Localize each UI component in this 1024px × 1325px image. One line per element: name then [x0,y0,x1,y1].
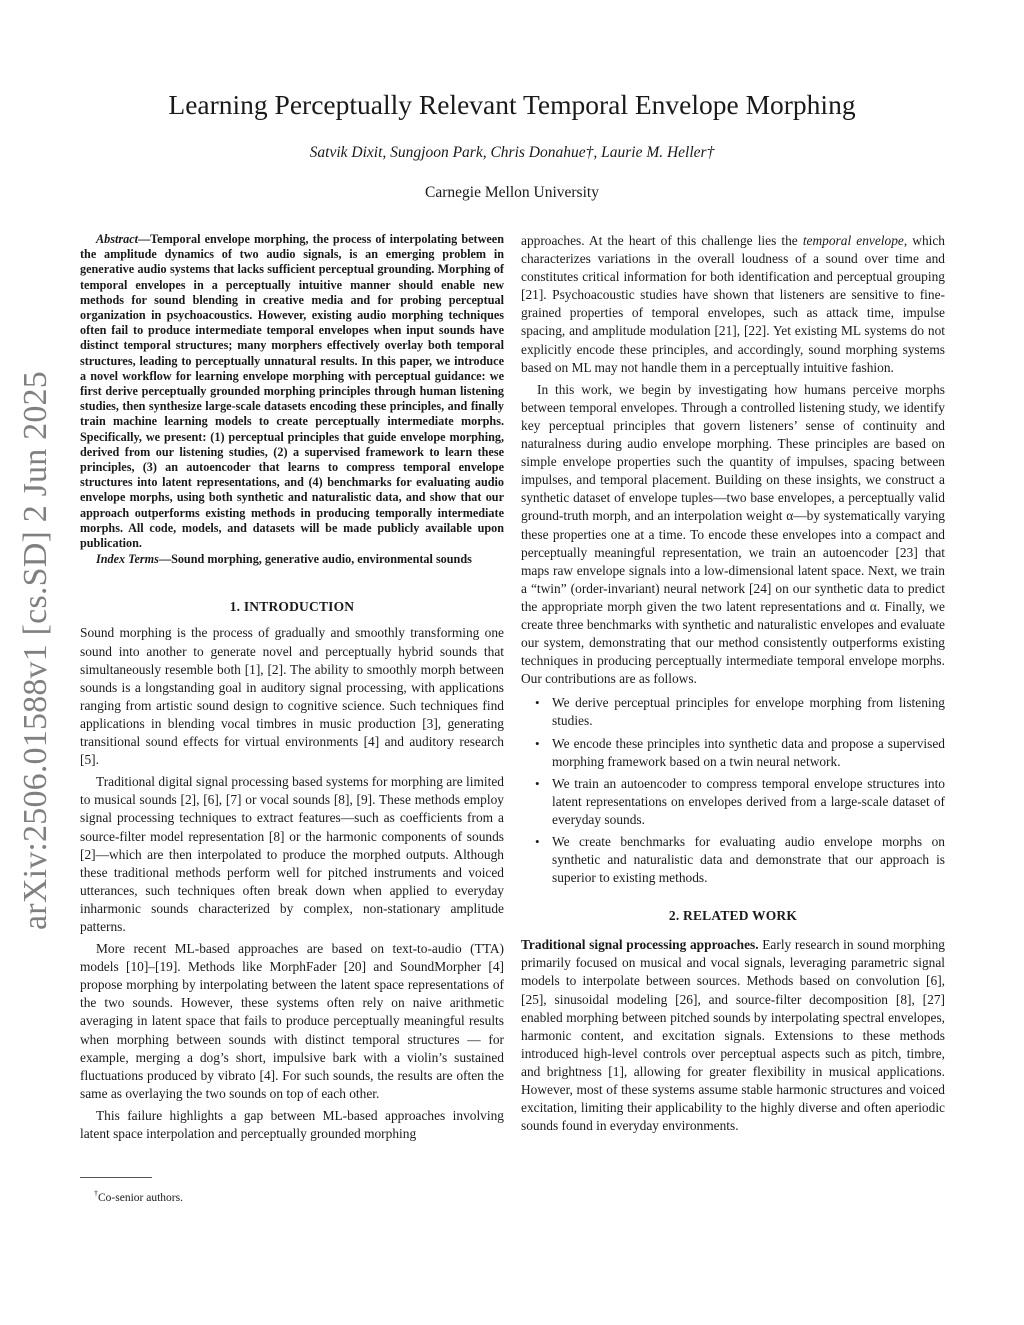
list-item [521,735,945,771]
bullet-icon: • [535,735,540,751]
bullet-icon: • [535,775,540,791]
footnote-mark: † [94,1189,98,1198]
index-terms-label: Index Terms [96,552,159,567]
list-item-text: We train an autoencoder to compress temporal envelope structures into latent representations on envelopes derived from a large-scale dataset of everyday sounds. [552,775,945,827]
related-work-paragraph-1 [521,936,945,1135]
contributions-list [521,694,945,887]
intro-p5-start: approaches. At the heart of this challenge lies the [521,233,803,248]
footnote-text: Co-senior authors. [98,1191,183,1204]
footnote-rule [80,1177,152,1178]
bullet-icon: • [535,695,540,711]
intro-paragraph-1: Sound morphing is the process of gradually and smoothly transforming one sound into another to generate novel and perceptually hybrid sounds that simultaneously resemble both [1], [2]. The ability to smoothly morph between sounds is a longstanding goal in auditory signal processing, with applications ranging from artistic sound design to cognitive science. Such techniques find applications in blending vocal timbres in music production [3], generating transitional sound effects for virtual environments [4] and auditory research [5]. [80,625,504,768]
section-heading-related-work: 2. RELATED WORK [668,908,798,924]
intro-paragraph-4: This failure highlights a gap between ML-based approaches involving latent space interpolation and perceptually grounded morphing [80,1107,504,1141]
section-heading-introduction: 1. INTRODUCTION [229,599,355,615]
abstract-label: Abstract [96,232,138,246]
subsection-heading: Traditional signal processing approaches. [521,937,759,953]
intro-paragraph-6: In this work, we begin by investigating how humans perceive morphs between temporal envelopes. Through a controlled listening study, we identify key perceptual principles that govern listeners’ sense of continuity and naturalness during audio envelope morphing. These principles are based on simple envelope properties such the quantity of impulses, spacing between impulses, and temporal placement. Building on these insights, we construct a synthetic dataset of envelope tuples—two base envelopes, a perceptually valid ground-truth morph, and an interpolation weight α—by systematically varying these properties one at a time. To encode these envelopes into a compact and perceptually meaningful representation, we train an autoencoder [23] that maps raw envelope signals into a low-dimensional latent space. Next, we train a “twin” (order-invariant) neural network [24] on our synthetic data to predict the appropriate morph given the two latent representations and α. Finally, we create three benchmarks with synthetic and naturalistic envelopes and evaluate our system, demonstrating that our method consistently outperforms existing techniques in producing perceptually intermediate temporal envelope morphs. Our contributions are as follows. [521,381,945,687]
intro-paragraph-5 [521,232,945,377]
list-item-text: We create benchmarks for evaluating audio envelope morphs on synthetic and naturalistic data and demonstrate that our approach is superior to existing methods. [552,834,945,886]
right-column [521,232,945,1135]
arxiv-identifier: arXiv:2506.01588v1 [cs.SD] 2 Jun 2025 [17,371,54,930]
abstract [80,232,504,551]
footnote [94,1187,183,1205]
intro-p5-end: , which characterizes variations in the overall loudness of a sound over time and constitutes critical information for both identification and perceptual grouping [21]. Psychoacoustic studies have shown that listeners are sensitive to fine-grained properties of temporal envelopes, such as attack time, impulse spacing, and amplitude modulation [21], [22]. Yet existing ML systems do not explicitly encode these principles, and accordingly, sound morphing systems based on ML may not handle them in a perceptually intuitive fashion. [521,233,945,375]
author-list: Satvik Dixit, Sungjoon Park, Chris Donahue†, Laurie M. Heller† [309,144,715,161]
list-item-text: We encode these principles into synthetic data and propose a supervised morphing framework based on a twin neural network. [552,735,945,769]
left-column [80,232,504,1143]
intro-paragraph-2: Traditional digital signal processing based systems for morphing are limited to musical sounds [2], [6], [7] or vocal sounds [8], [9]. These methods employ signal processing techniques to extract features—such as coefficients from a source-filter model representation [8] or the harmonic components of sounds [2]—which are then interpolated to produce the morphed outputs. Although these traditional methods perform well for pitched instruments and voiced utterances, such techniques often break down when applied to everyday inharmonic sounds characterized by complex, non-stationary amplitude patterns. [80,774,504,934]
related-work-text: Early research in sound morphing primarily focused on musical and vocal signals, leveraging parametric signal models to interpolate between sources. Methods based on convolution [6], [25], sinusoidal modeling [26], and source-filter decomposition [8], [27] enabled morphing between pitched sounds by interpolating spectral envelopes, harmonic content, and excitation signals. Extensions to these methods introduced high-level controls over perceptual aspects such as pitch, timbre, and brightness [1], allowing for greater flexibility in musical applications. However, most of these systems assume stable harmonic structures and voiced excitation, limiting their applicability to the highly diverse and often aperiodic sounds found in everyday environments. [521,937,945,1134]
intro-p5-emphasis: temporal envelope [802,233,904,248]
list-item [521,775,945,829]
paper-title: Learning Perceptually Relevant Temporal Envelope Morphing [168,89,856,120]
bullet-icon: • [535,834,540,849]
list-item-text: We derive perceptual principles for envelope morphing from listening studies. [552,695,945,729]
index-terms-text: —Sound morphing, generative audio, environmental sounds [158,552,472,567]
abstract-text: —Temporal envelope morphing, the process of interpolating between the amplitude dynamics of two audio signals, is an emerging problem in generative audio systems that lacks sufficient perceptual grounding. Morphing of temporal envelopes in a perceptually intuitive manner should enable new methods for sound blending in creative media and for probing perceptual organization in psychoacoustics. However, existing audio morphing techniques often fail to produce intermediate temporal envelopes when input sounds have distinct temporal structures; many morphers effectively overlay both temporal structures, leading to perceptually unnatural results. In this paper, we introduce a novel workflow for learning envelope morphing with perceptual guidance: we first derive perceptually grounded morphing principles through human listening studies, then synthesize large-scale datasets encoding these principles, and finally train machine learning models to create perceptually intermediate morphs. Specifically, we present: (1) perceptual principles that guide envelope morphing, derived from our listening studies, (2) a supervised framework to learn these principles, (3) an autoencoder that learns to compress temporal envelope structures into latent representations, and (4) benchmarks for evaluating audio envelope morphs, using both synthetic and naturalistic data, and show that our approach outperforms existing methods in producing temporally intermediate morphs. All code, models, and datasets will be made publicly available upon publication. [80,232,504,551]
intro-paragraph-3: More recent ML-based approaches are based on text-to-audio (TTA) models [10]–[19]. Methods like MorphFader [20] and SoundMorpher [4] propose morphing by interpolating between the latent space representations of the two sounds. However, these systems often rely on naive arithmetic averaging in latent space that fails to produce perceptually meaningful results when morphing between sounds with distinct temporal structures — for example, merging a dog’s short, impulsive bark with a violin’s sustained fluctuations produced by vibrato [4]. For such sounds, the results are often the same as overlaying the two sounds on top of each other. [80,941,504,1101]
list-item [521,833,945,887]
index-terms [80,552,504,567]
affiliation: Carnegie Mellon University [425,184,599,201]
list-item [521,694,945,730]
